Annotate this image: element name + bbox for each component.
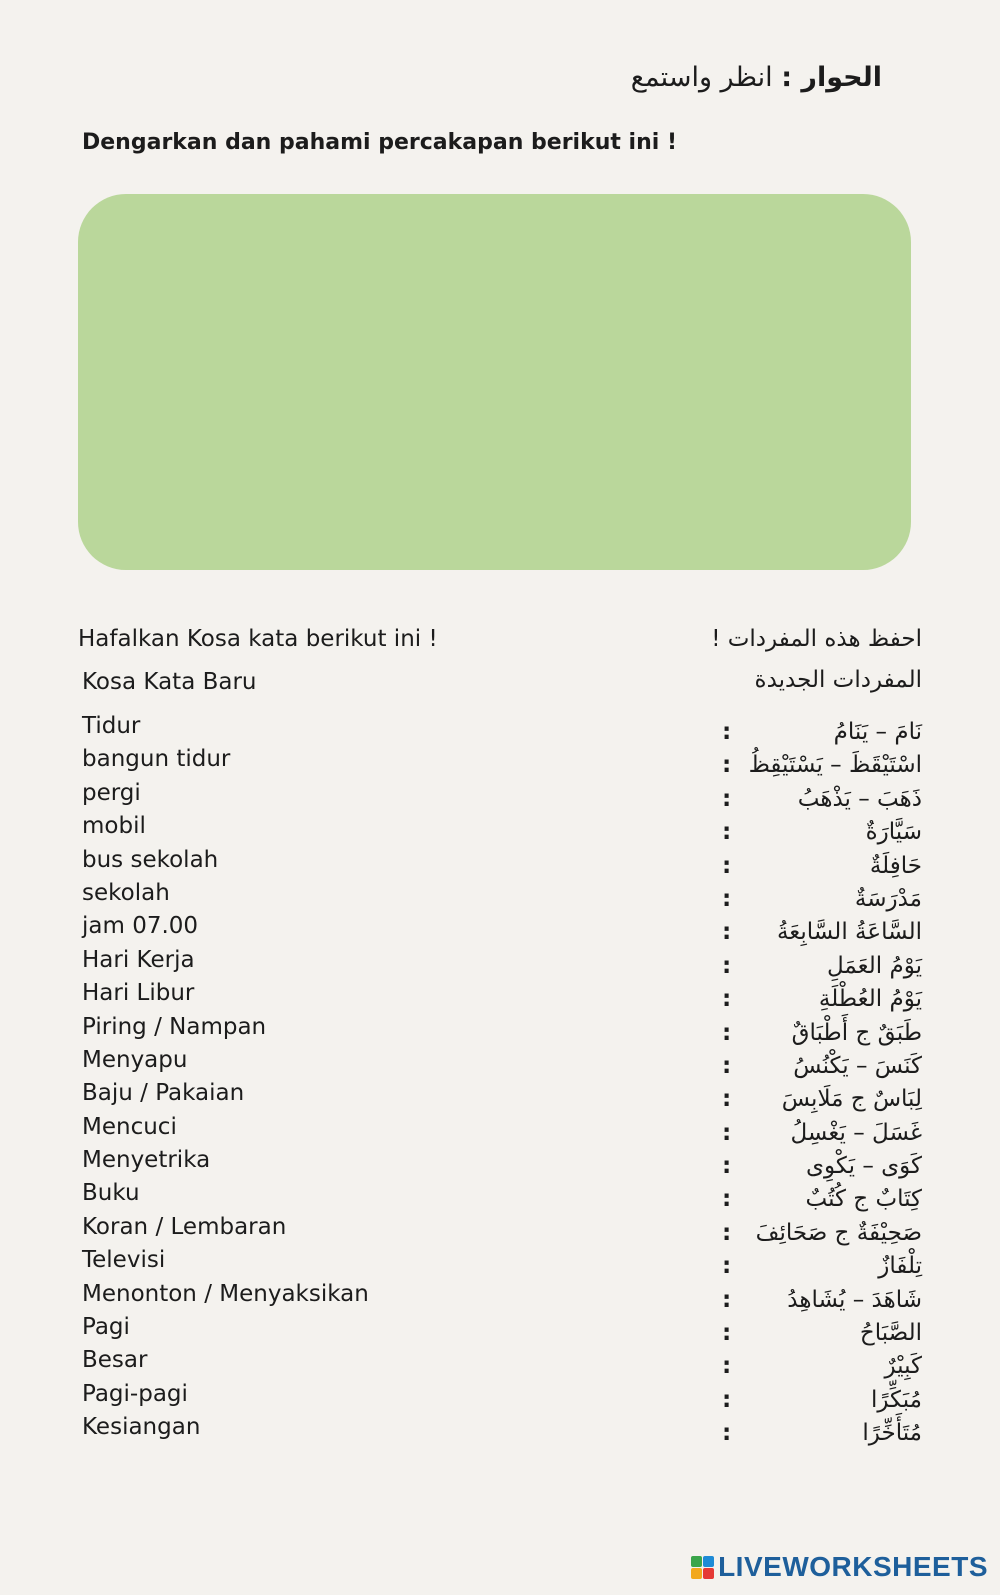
vocab-item-id: Pagi-pagi [82,1380,188,1407]
vocab-item-ar: يَوْمُ العَمَلِ [826,952,922,979]
separator-colon: : [722,1019,732,1046]
vocab-item-id: jam 07.00 [82,913,199,940]
liveworksheets-logo [691,1551,988,1583]
separator-colon: : [722,1052,732,1079]
separator-colon: : [722,986,732,1013]
logo-square-icon [691,1556,702,1567]
memorize-instruction-ar: احفظ هذه المفردات ! [711,626,922,652]
vocab-item-ar: كَوَى – يَكْوِى [806,1153,922,1180]
separator-colon: : [722,1186,732,1213]
separator-colon: : [722,1286,732,1313]
vocab-item-ar: كِتَابٌ ج كُتُبٌ [805,1186,922,1213]
vocab-item-id: bus sekolah [82,846,219,873]
separator-colon: : [722,1119,732,1146]
separator-colon: : [722,1386,732,1413]
dialogue-title-label: الحوار : [781,62,882,93]
vocab-item-ar: اسْتَيْقَظَ – يَسْتَيْقِظُ [748,752,922,779]
vocab-item-id: Mencuci [82,1113,177,1140]
vocab-item-id: Menonton / Menyaksikan [82,1280,369,1307]
vocab-item-id: sekolah [82,879,170,906]
new-vocab-heading-id: Kosa Kata Baru [82,669,257,695]
separator-colon: : [722,1420,732,1447]
vocab-item-id: Piring / Nampan [82,1013,267,1040]
vocab-item-ar: لِبَاسٌ ج مَلَابِسَ [781,1086,922,1113]
vocab-item-id: Koran / Lembaran [82,1213,287,1240]
memorize-instruction-id: Hafalkan Kosa kata berikut ini ! [78,626,438,652]
separator-colon: : [722,885,732,912]
vocab-item-ar: تِلْفَازٌ [878,1253,922,1280]
vocab-item-ar: مُتَأَخِّرًا [862,1420,922,1447]
vocab-item-ar: مَدْرَسَةٌ [854,885,922,912]
separator-colon: : [722,719,732,745]
dialogue-title-text: انظر واستمع [630,62,782,93]
separator-colon: : [722,1353,732,1380]
separator-colon: : [722,819,732,846]
vocab-item-ar: سَيَّارَةٌ [865,819,922,846]
vocab-item-ar: ذَهَبَ – يَذْهَبُ [797,785,922,812]
listen-instruction: Dengarkan dan pahami percakapan berikut ini ! [82,130,677,155]
logo-square-icon [703,1556,714,1567]
vocab-item-id: Hari Libur [82,980,195,1007]
liveworksheets-icon [691,1556,714,1579]
vocab-item-ar: حَافِلَةٌ [869,852,922,879]
logo-square-icon [703,1568,714,1579]
vocab-item-id: Hari Kerja [82,946,195,973]
vocab-item-ar: كَنَسَ – يَكْنُسُ [793,1052,922,1079]
separator-colon: : [722,1253,732,1280]
vocab-item-ar: غَسَلَ – يَغْسِلُ [790,1119,922,1146]
new-vocab-heading-ar: المفردات الجديدة [754,667,922,693]
vocab-item-id: Besar [82,1347,148,1374]
separator-colon: : [722,1086,732,1113]
audio-media-box[interactable] [78,194,911,570]
separator-colon: : [722,919,732,946]
vocab-item-id: Tidur [82,713,141,739]
logo-square-icon [691,1568,702,1579]
vocab-item-ar: صَحِيْفَةٌ ج صَحَائِفَ [755,1219,922,1246]
separator-colon: : [722,785,732,812]
vocab-item-ar: كَبِيْرٌ [884,1353,922,1380]
vocab-item-id: Pagi [82,1314,130,1341]
vocab-item-id: Baju / Pakaian [82,1080,245,1107]
vocab-item-ar: نَامَ – يَنَامُ [833,719,922,745]
separator-colon: : [722,1153,732,1180]
separator-colon: : [722,852,732,879]
vocab-item-id: Menyetrika [82,1147,211,1174]
vocab-item-id: pergi [82,779,141,806]
vocab-list-id [82,710,369,1445]
vocab-item-id: bangun tidur [82,746,231,773]
vocab-item-ar: طَبَقٌ ج أَطْبَاقٌ [791,1019,922,1046]
dialogue-title [631,62,882,93]
vocab-item-id: Buku [82,1180,140,1207]
vocab-item-ar: السَّاعَةُ السَّابِعَةُ [776,919,922,946]
separator-colon: : [722,752,732,779]
brand-name: LIVEWORKSHEETS [718,1551,988,1582]
vocab-item-id: Televisi [82,1247,166,1274]
separator-colon: : [722,1320,732,1347]
separator-colon: : [722,1219,732,1246]
vocab-item-ar: شَاهَدَ – يُشَاهِدُ [787,1286,922,1313]
vocab-item-id: mobil [82,813,146,840]
vocab-item-ar: الصَّبَاحُ [859,1320,922,1347]
vocab-item-id: Menyapu [82,1046,188,1073]
vocab-item-ar: يَوْمُ العُطْلَةِ [818,986,922,1013]
vocab-item-id: Kesiangan [82,1414,201,1441]
vocab-item-ar: مُبَكِّرًا [870,1386,922,1413]
vocab-list-ar [722,716,922,1451]
separator-colon: : [722,952,732,979]
